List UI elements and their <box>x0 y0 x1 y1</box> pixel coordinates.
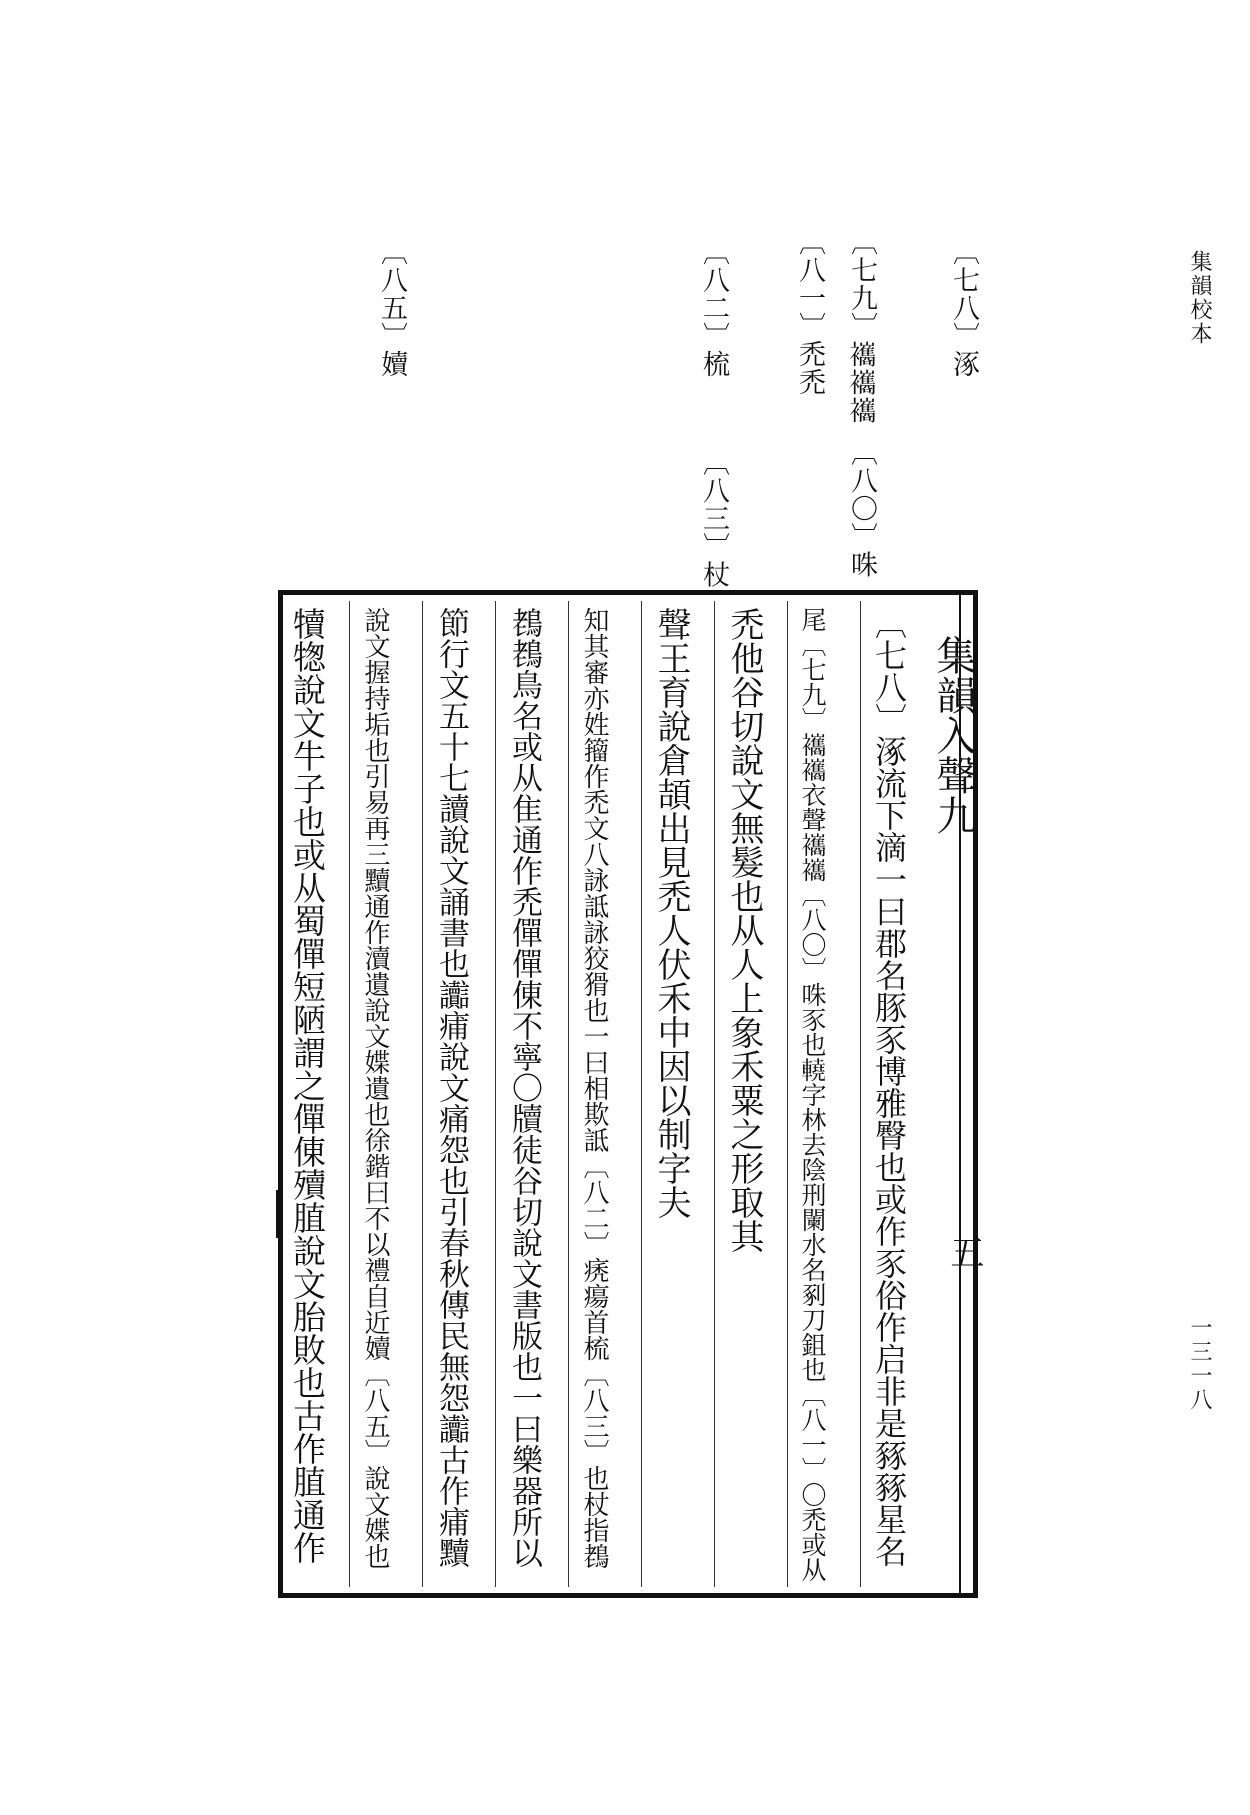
column-rule <box>495 601 496 1587</box>
text-column-7: 節行文五十七讀說文誦書也讟痡說文痛怨也引春秋傳民無怨讟古作痡黷 <box>433 607 469 1568</box>
note-line-78: 〔七八〕涿 <box>948 238 979 378</box>
frame-edge-mark <box>276 1190 278 1238</box>
text-column-1: 〔七八〕涿流下滴一曰郡名豚豕博雅臀也或作豕俗作启非是豩豩星名 <box>870 607 908 1567</box>
column-rule <box>422 601 423 1587</box>
column-rule <box>568 601 569 1587</box>
column-rule <box>860 601 861 1587</box>
note-line-85: 〔八五〕嬻 <box>376 238 407 378</box>
tab-marker: 五 <box>944 1235 984 1269</box>
woodblock-frame <box>278 590 984 1598</box>
tab-column: 集韻入聲九 <box>930 635 976 835</box>
note-line-82: 〔八二〕梳 〔八三〕杖 <box>698 238 729 589</box>
text-column-3: 禿他谷切說文無髮也从人上象禾粟之形取其 <box>724 607 764 1253</box>
column-rule <box>641 601 642 1587</box>
text-column-5: 知其審亦姓籀作禿文八詠詆詠狡猾也一曰相欺詆〔八二〕痜瘍首梳〔八三〕也杖指䳓 <box>579 607 609 1569</box>
text-column-2: 尾〔七九〕𧟃𧟃衣聲𧟃𧟃〔八〇〕咮豕也𨎬字林去陰刑闌水名剢刀鉏也〔八一〕〇禿或从 <box>798 607 827 1582</box>
note-line-81: 〔八一〕禿禿 <box>794 228 825 396</box>
text-column-6: 䳓䳓鳥名或从隹通作禿僤僤倲不寧〇牘徒谷切說文書版也一曰樂器所以 <box>506 607 542 1568</box>
page-number: 一三一八 <box>1187 1316 1212 1412</box>
note-line-79: 〔七九〕𧟃𧟃𧟃 〔八〇〕咮 <box>846 228 877 579</box>
text-column-9: 犢㹅說文牛子也或从蜀僤短陋謂之僤倲殰䐈說文胎敗也古作䐈通作 <box>288 607 327 1564</box>
column-rule <box>349 601 350 1587</box>
column-rule <box>714 601 715 1587</box>
text-column-4: 聲王育說倉頡出見禿人伏禾中因以制字夫 <box>651 607 691 1219</box>
text-column-8: 說文握持垢也引易再三黷通作瀆遺說文媟遺也徐鍇曰不以禮自近嬻〔八五〕說文媟也 <box>360 607 390 1569</box>
column-rule <box>787 601 788 1587</box>
running-header: 集韻校本 <box>1187 250 1212 346</box>
